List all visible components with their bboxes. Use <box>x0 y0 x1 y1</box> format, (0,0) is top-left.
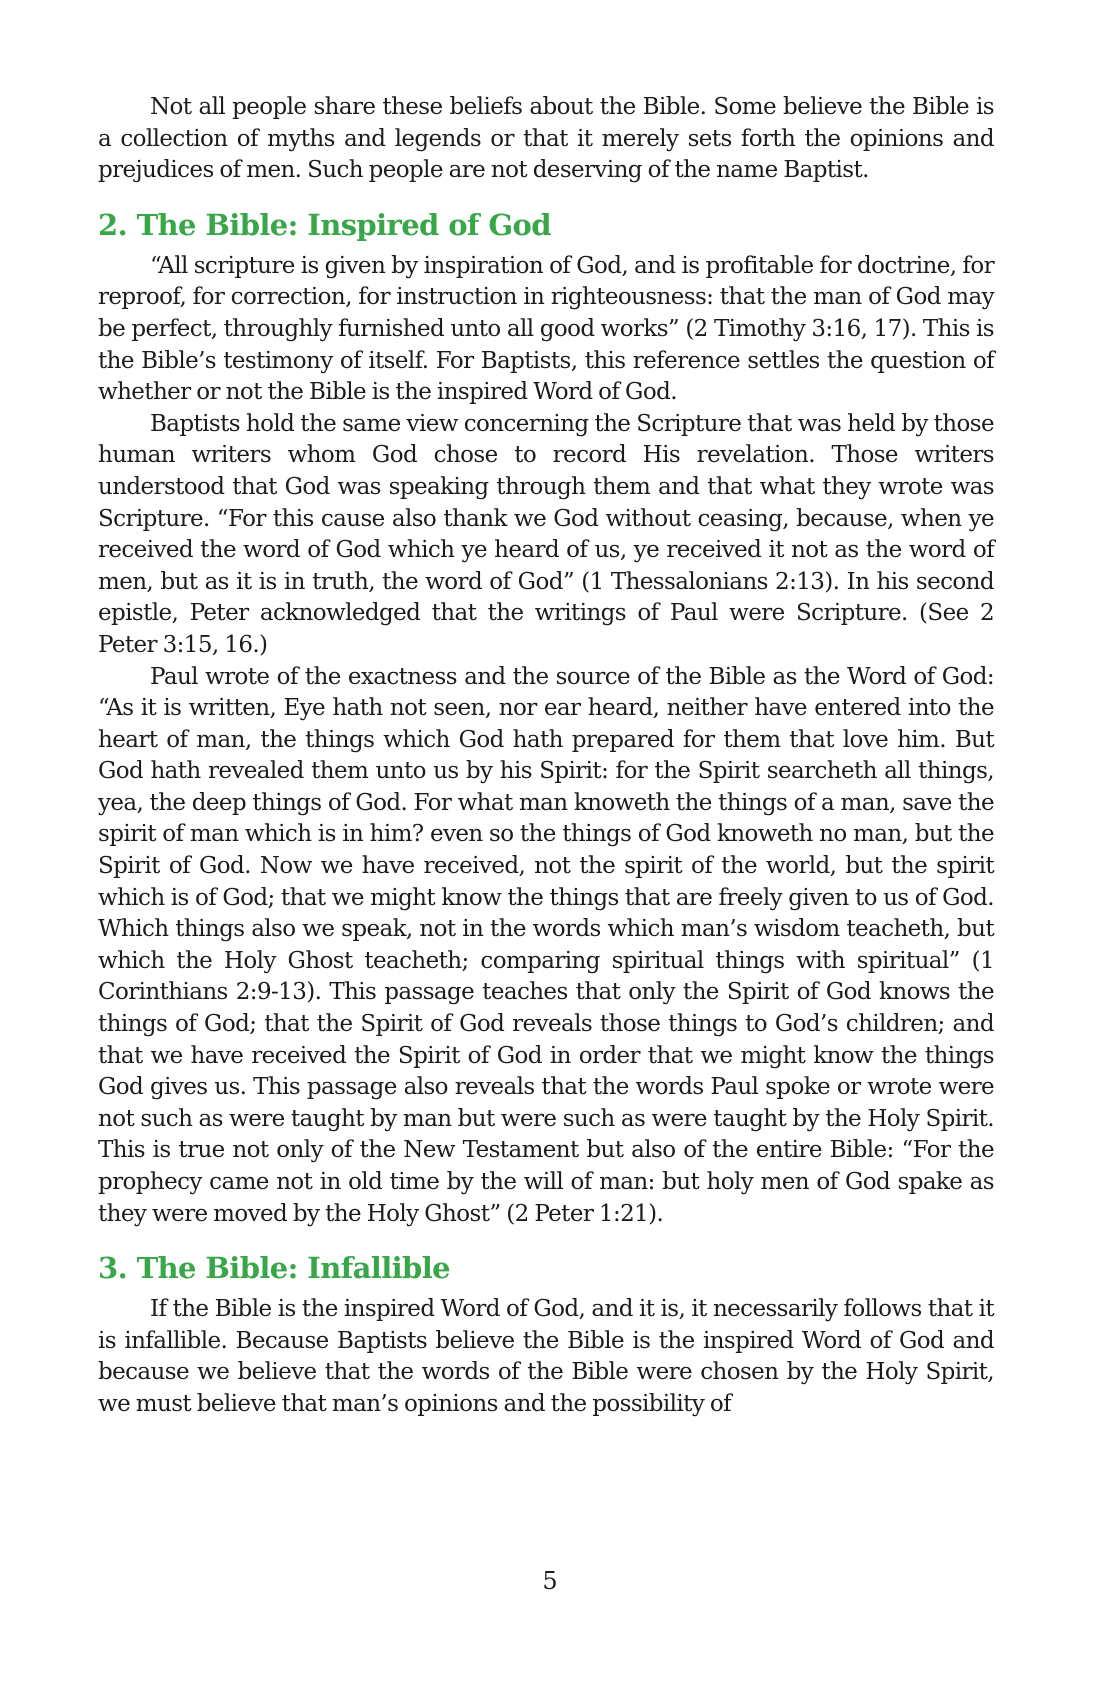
intro-paragraph: Not all people share these beliefs about the Bible. Some believe the Bible is a collection of myths and legends or that it merely sets forth the opinions and prejudices of men. Such people are not deserving of the name Baptist. <box>98 94 994 184</box>
infallible-paragraph-1: If the Bible is the inspired Word of God, and it is, it necessarily follows that it is infallible. Because Baptists believe the Bible is the inspired Word of God and because we believe that the words of the Bible were chosen by the Holy Spirit, we must believe that man’s opinions and the possibility of <box>98 1296 994 1417</box>
heading-inspired-of-god: 2. The Bible: Inspired of God <box>98 207 551 242</box>
inspired-paragraph-2: Baptists hold the same view concerning the Scripture that was held by those human writers whom God chose to record His revelation. Those writers understood that God was speaking through them and that what they wrote was Scripture. “For this cause also thank we God without ceasing, because, when ye received the word of God which ye heard of us, ye received it not as the word of men, but as it is in truth, the word of God” (1 Thessalonians 2:13). In his second epistle, Peter acknowledged that the writings of Paul were Scripture. (See 2 Peter 3:15, 16.) <box>98 410 994 658</box>
inspired-paragraph-1: “All scripture is given by inspiration of God, and is profitable for doctrine, for reproof, for correction, for instruction in righteousness: that the man of God may be perfect, throughly furnished unto all good works” (2 Timothy 3:16, 17). This is the Bible’s testimony of itself. For Baptists, this reference settles the question of whether or not the Bible is the inspired Word of God. <box>98 252 994 406</box>
page-number: 5 <box>542 1567 558 1595</box>
page-body <box>98 92 994 1421</box>
inspired-paragraph-3: Paul wrote of the exactness and the source of the Bible as the Word of God: “As it is written, Eye hath not seen, nor ear heard, neither have entered into the heart of man, the things which God hath prepared for them that love him. But God hath revealed them unto us by his Spirit: for the Spirit searcheth all things, yea, the deep things of God. For what man knoweth the things of a man, save the spirit of man which is in him? even so the things of God knoweth no man, but the Spirit of God. Now we have received, not the spirit of the world, but the spirit which is of God; that we might know the things that are freely given to us of God. Which things also we speak, not in the words which man’s wisdom teacheth, but which the Holy Ghost teacheth; comparing spiritual things with spiritual” (1 Corinthians 2:9-13). This passage teaches that only the Spirit of God knows the things of God; that the Spirit of God reveals those things to God’s children; and that we have received the Spirit of God in order that we might know the things God gives us. This passage also reveals that the words Paul spoke or wrote were not such as were taught by man but were such as were taught by the Holy Spirit. This is true not only of the New Testament but also of the entire Bible: “For the prophecy came not in old time by the will of man: but holy men of God spake as they were moved by the Holy Ghost” (2 Peter 1:21). <box>98 663 994 1227</box>
heading-infallible: 3. The Bible: Infallible <box>98 1251 450 1286</box>
